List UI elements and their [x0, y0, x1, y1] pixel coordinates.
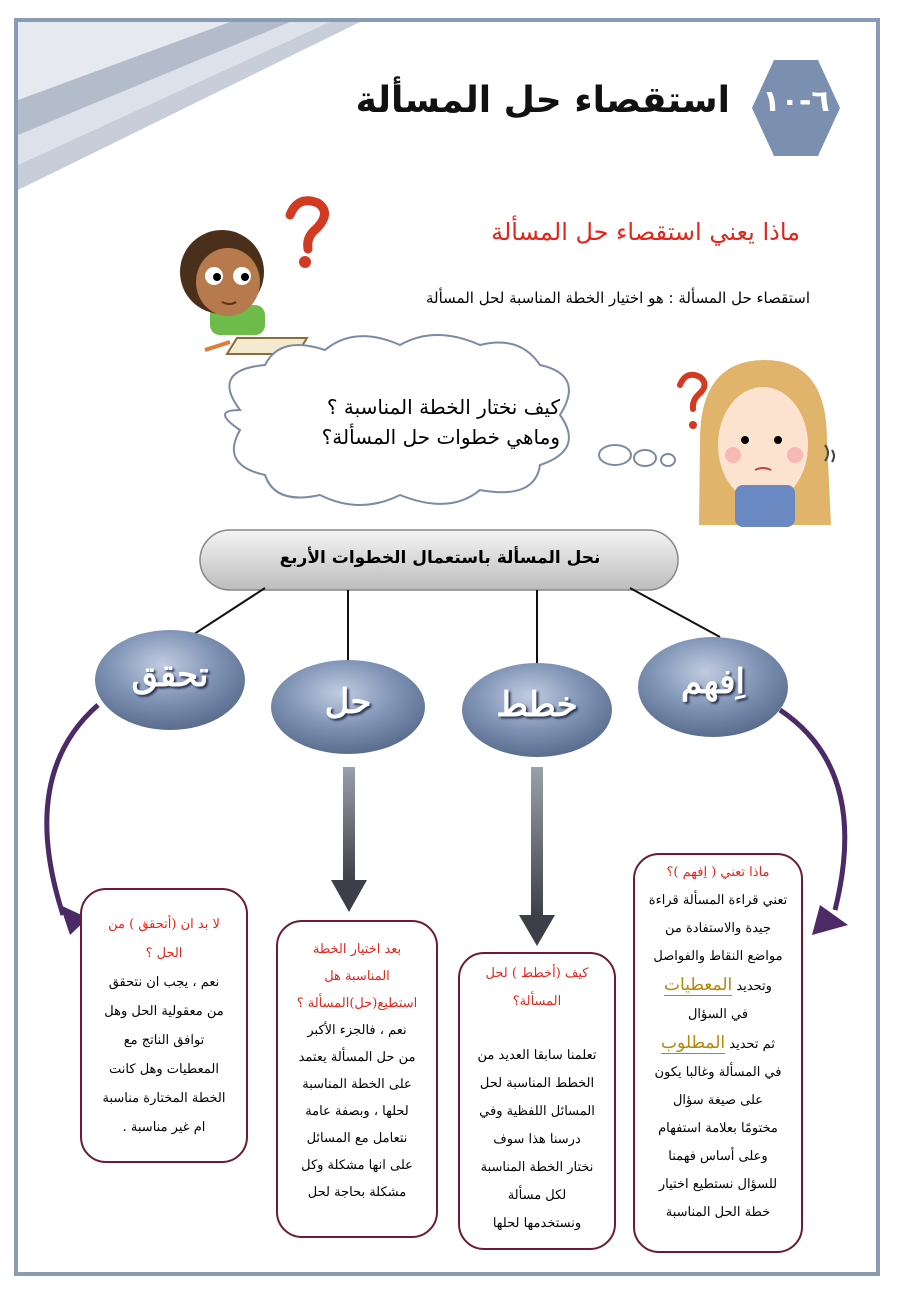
arrow-head-understand [812, 905, 848, 935]
question-mark-text [120, 230, 121, 231]
section-subtitle: ماذا يعني استقصاء حل المسألة [491, 218, 800, 246]
understand-line: مختومًا بعلامة استفهام [658, 1121, 778, 1136]
plan-question [470, 960, 604, 1016]
plan-line: لكل مسألة [507, 1188, 567, 1203]
plan-line: نختار الخطة المناسبة [480, 1160, 594, 1175]
steps-banner-text: نحل المسألة باستعمال الخطوات الأربع [279, 548, 601, 568]
solve-question-line: المناسبة هل [324, 969, 390, 984]
check-question-line: الحل ؟ [145, 946, 183, 961]
understand-line: في السؤال [687, 1007, 749, 1022]
understand-line: جيدة والاستفادة من [665, 921, 771, 936]
lesson-number: ٦-١٠ [762, 84, 830, 119]
plan-line: ونستخدمها لحلها [492, 1216, 582, 1231]
understand-line: على صيغة سؤال [672, 1093, 764, 1108]
thinking-boy-illustration [180, 201, 325, 354]
solve-question-line: بعد اختيار الخطة [312, 942, 402, 957]
cloud-question [260, 392, 560, 452]
check-line: الخطة المختارة مناسبة [102, 1091, 226, 1106]
understand-explanation-box [633, 853, 803, 1253]
understand-line: مواضع النقاط والفواصل [653, 949, 783, 964]
step-solve-label: حل [324, 682, 372, 722]
solve-line: مشكلة بحاجة لحل [307, 1185, 407, 1200]
check-line: نعم ، يجب ان نتحقق [108, 975, 220, 990]
definition-text: استقصاء حل المسألة : هو اختيار الخطة المناسبة لحل المسألة [425, 289, 810, 307]
understand-line: خطة الحل المناسبة [665, 1205, 771, 1220]
plan-line: تعلمنا سابقا العديد من [477, 1048, 597, 1063]
solve-line: من حل المسألة يعتمد [298, 1050, 416, 1065]
plan-line: درسنا هذا سوف [493, 1132, 581, 1147]
solve-question-line: استطيع(حل)المسألة ؟ [296, 996, 418, 1011]
step-plan-label: خطط [496, 685, 578, 725]
page-title: استقصاء حل المسألة [355, 80, 730, 121]
check-line: توافق الناتج مع [123, 1033, 205, 1048]
solve-line: على الخطة المناسبة [302, 1077, 412, 1092]
check-line: المعطيات وهل كانت [109, 1062, 219, 1077]
plan-line: المسائل اللفظية وفي [479, 1104, 595, 1119]
solve-question [288, 936, 426, 1017]
understand-question: ماذا تعني ( اِفهم )؟ [666, 865, 770, 880]
step-check-label: تحقق [131, 655, 209, 695]
solve-line: نتعامل مع المسائل [306, 1131, 408, 1146]
check-question [92, 910, 236, 968]
solve-line: نعم ، فالجزء الأكبر [307, 1023, 407, 1038]
check-line: من معقولية الحل وهل [104, 1004, 224, 1019]
understand-line: تعني قراءة المسألة قراءة [648, 893, 788, 908]
cloud-line-1: كيف نختار الخطة المناسبة ؟ [326, 395, 560, 419]
keyword-givens: المعطيات [664, 975, 733, 995]
corner-decoration [18, 22, 360, 190]
plan-explanation-box [458, 952, 616, 1250]
cloud-line-2: وماهي خطوات حل المسألة؟ [321, 425, 560, 449]
understand-line: وعلى أساس فهمنا [668, 1149, 768, 1164]
understand-line: ثم تحديد المطلوب [661, 1033, 775, 1053]
check-explanation-box [80, 888, 248, 1163]
understand-line: في المسألة وغالبا يكون [654, 1065, 782, 1080]
understand-line: للسؤال نستطيع اختيار [658, 1177, 778, 1192]
check-question-line: لا بد ان (أتحقق ) من [108, 917, 220, 932]
check-line: ام غير مناسبة . [122, 1120, 206, 1135]
keyword-required: المطلوب [661, 1033, 726, 1053]
thinking-girl-illustration [680, 360, 834, 527]
plan-question-line: كيف (أخطط ) لحل [485, 966, 589, 981]
solve-line: على انها مشكلة وكل [301, 1158, 413, 1173]
solve-line: لحلها ، وبصفة عامة [305, 1104, 409, 1119]
solve-explanation-box [276, 920, 438, 1238]
banner-connectors [185, 588, 720, 672]
understand-line: وتحديد المعطيات [664, 975, 772, 995]
step-understand-label: اِفهم [681, 662, 745, 702]
plan-line: الخطط المناسبة لحل [479, 1076, 595, 1091]
plan-question-line: المسألة؟ [512, 994, 562, 1009]
